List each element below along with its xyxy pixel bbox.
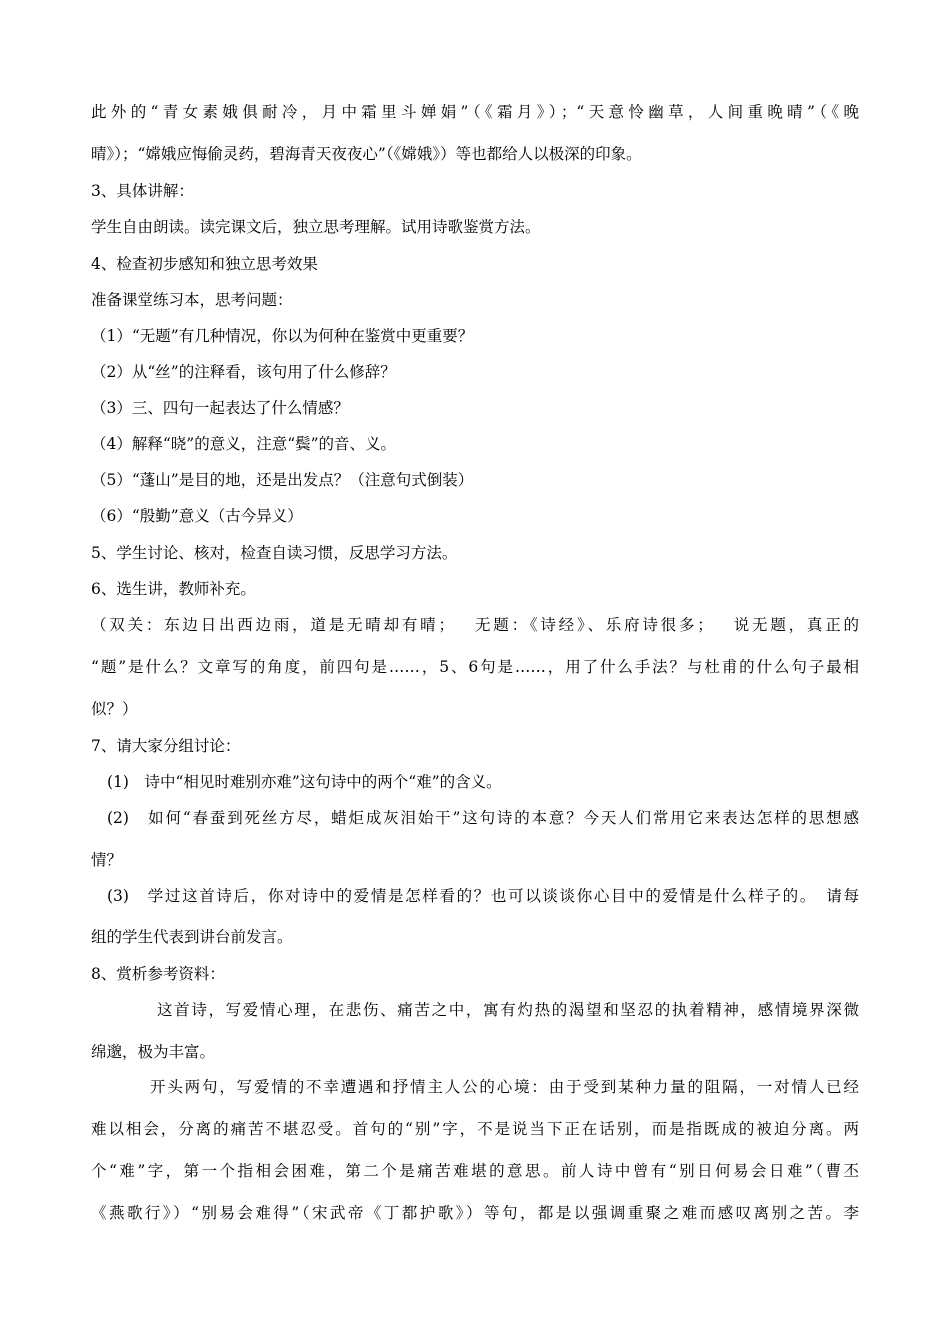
text-line: （双关：东边日出西边雨，道是无晴却有晴； 无题：《诗经》、乐府诗很多； 说无题，真正的 <box>91 616 859 634</box>
section-heading: 7、请大家分组讨论： <box>91 737 241 755</box>
text-line: 情？ <box>91 851 123 869</box>
discussion-item: (1) 诗中“相见时难别亦难”这句诗中的两个“难”的含义。 <box>107 773 502 791</box>
question-item: （1）“无题”有几种情况，你以为何种在鉴赏中更重要？ <box>91 327 474 345</box>
text-line: 绵邈，极为丰富。 <box>91 1043 216 1061</box>
text-line: “题”是什么？文章写的角度，前四句是……，5、6句是……，用了什么手法？与杜甫的什么句子最相 <box>91 658 859 676</box>
section-heading: 5、学生讨论、核对，检查自读习惯，反思学习方法。 <box>91 544 458 562</box>
text-line: 晴》）；“嫦娥应悔偷灵药，碧海青天夜夜心”（《嫦娥》）等也都给人以极深的印象。 <box>91 145 642 163</box>
text-line: 《燕歌行》）“别易会难得”（宋武帝《丁都护歌》）等句，都是以强调重聚之难而感叹离别之苦。李 <box>91 1204 859 1222</box>
question-item: （3）三、四句一起表达了什么情感？ <box>91 399 349 417</box>
question-item: （6）“殷勤”意义（古今异义） <box>91 507 303 525</box>
section-heading: 6、选生讲，教师补充。 <box>91 580 256 598</box>
text-line: 此外的“青女素娥俱耐冷，月中霜里斗婵娟”（《霜月》）；“天意怜幽草，人间重晚晴”（《晚 <box>91 103 859 121</box>
text-line: 学生自由朗读。读完课文后，独立思考理解。试用诗歌鉴赏方法。 <box>91 218 541 236</box>
question-item: （4）解释“晓”的意义，注意“鬓”的音、义。 <box>91 435 397 453</box>
section-heading: 3、具体讲解： <box>91 182 194 200</box>
discussion-item: (2) 如何“春蚕到死丝方尽，蜡炬成灰泪始干”这句诗的本意？今天人们常用它来表达怎样的思想感 <box>107 809 859 827</box>
text-line: 似？） <box>91 700 138 718</box>
question-item: （5）“蓬山”是目的地，还是出发点？（注意句式倒装） <box>91 471 474 489</box>
text-line: 准备课堂练习本，思考问题： <box>91 291 293 309</box>
section-heading: 8、赏析参考资料： <box>91 965 225 983</box>
question-item: （2）从“丝”的注释看，该句用了什么修辞？ <box>91 363 396 381</box>
text-line: 个“难”字，第一个指相会困难，第二个是痛苦难堪的意思。前人诗中曾有“别日何易会日难”（曹丕 <box>91 1162 859 1180</box>
section-heading: 4、检查初步感知和独立思考效果 <box>91 255 318 273</box>
text-line: 组的学生代表到讲台前发言。 <box>91 928 293 946</box>
text-line: 难以相会，分离的痛苦不堪忍受。首句的“别”字，不是说当下正在话别，而是指既成的被迫分离。两 <box>91 1120 859 1138</box>
text-line: 开头两句，写爱情的不幸遭遇和抒情主人公的心境：由于受到某种力量的阻隔，一对情人已经 <box>150 1078 859 1096</box>
discussion-item: (3) 学过这首诗后，你对诗中的爱情是怎样看的？也可以谈谈你心目中的爱情是什么样子的。 请每 <box>107 887 859 905</box>
text-line: 这首诗，写爱情心理，在悲伤、痛苦之中，寓有灼热的渴望和坚忍的执着精神，感情境界深微 <box>157 1001 859 1019</box>
